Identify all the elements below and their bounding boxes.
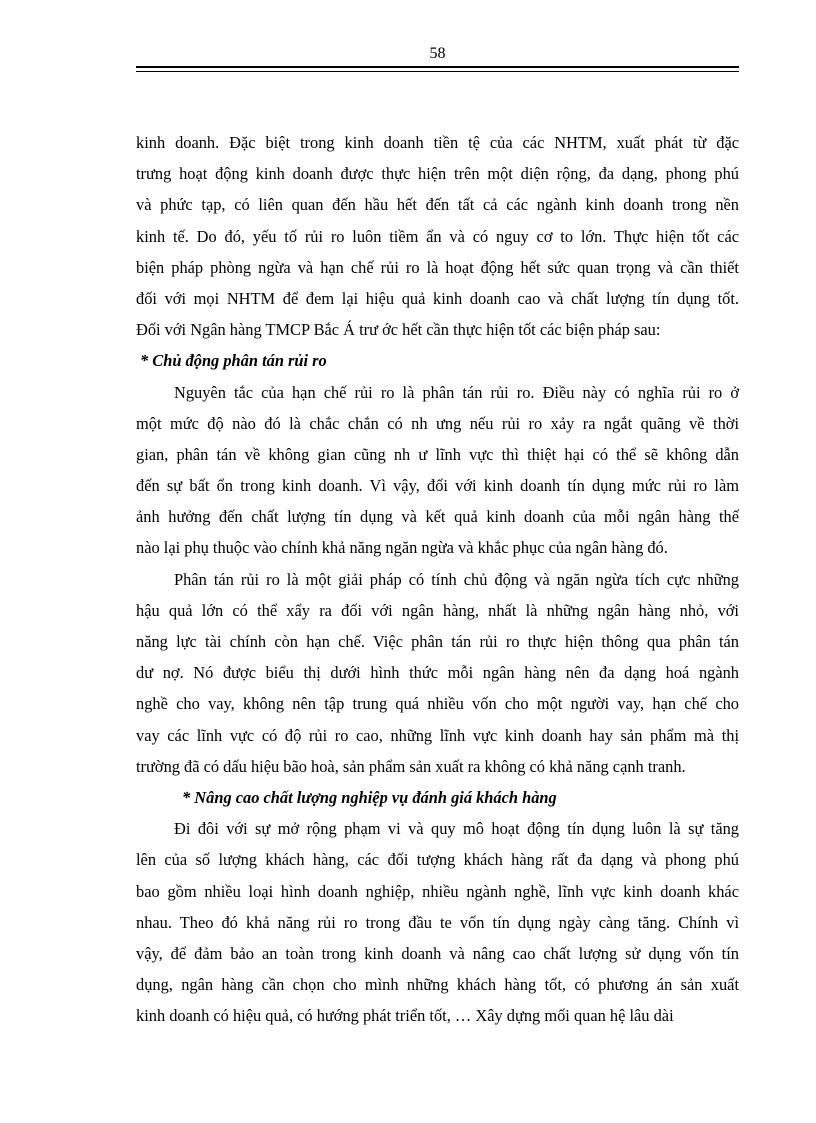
- text-line: ảnh hưởng đến chất lượng tín dụng và kết quả kinh doanh của mỗi ngân hàng thế: [136, 507, 739, 527]
- paragraph-risk-solution: [136, 564, 739, 782]
- text-line: nhau. Theo đó khả năng rủi ro trong đầu te vốn tín dụng ngày càng tăng. Chính vì: [136, 912, 739, 932]
- document-body: [136, 127, 739, 1031]
- text-line: biện pháp phòng ngừa và hạn chế rủi ro là hoạt động hết sức quan trọng và cần thiết: [136, 257, 739, 277]
- text-line: nào lại phụ thuộc vào chính khả năng ngăn ngừa và khắc phục của ngân hàng đó.: [136, 538, 668, 558]
- text-line: đối với mọi NHTM để đem lại hiệu quả kinh doanh cao và chất lượng tín dụng tốt.: [136, 288, 739, 308]
- header-rule-thick: [136, 66, 739, 68]
- text-line: trường đã có dấu hiệu bão hoà, sản phẩm sản xuất ra không có khả năng cạnh tranh.: [136, 756, 686, 776]
- page-header: [136, 44, 739, 74]
- text-line: Đối với Ngân hàng TMCP Bắc Á trư ớc hết cần thực hiện tốt các biện pháp sau:: [136, 320, 661, 340]
- text-line: gian, phân tán về không gian cũng nh ư lĩnh vực thì thiệt hại có thể sẽ không dẫn: [136, 444, 739, 464]
- text-line: vậy, để đảm bảo an toàn trong kinh doanh và nâng cao chất lượng sử dụng vốn tín: [136, 943, 739, 963]
- header-rule-thin: [136, 71, 739, 72]
- text-line: bao gồm nhiều loại hình doanh nghiệp, nhiều ngành nghề, lĩnh vực kinh doanh khác: [136, 881, 739, 901]
- paragraph-intro: [136, 127, 739, 345]
- text-line: và phức tạp, có liên quan đến hầu hết đến tất cả các ngành kinh doanh trong nền: [136, 195, 739, 215]
- text-line: năng lực tài chính còn hạn chế. Việc phân tán rủi ro thực hiện thông qua phân tán: [136, 632, 739, 651]
- text-line: kinh tế. Do đó, yếu tố rủi ro luôn tiềm ẩn và có nguy cơ to lớn. Thực hiện tốt các: [136, 226, 739, 246]
- text-line: Nguyên tắc của hạn chế rủi ro là phân tán rủi ro. Điều này có nghĩa rủi ro ở: [174, 382, 739, 402]
- section-heading-risk-diversification: * Chủ động phân tán rủi ro: [140, 351, 327, 371]
- text-line: kinh doanh. Đặc biệt trong kinh doanh tiền tệ của các NHTM, xuất phát từ đặc: [136, 133, 739, 152]
- text-line: dư nợ. Nó được biểu thị dưới hình thức mỗi ngân hàng nên đa dạng hoá ngành: [136, 663, 739, 683]
- page-number: 58: [429, 45, 446, 62]
- text-line: vay các lĩnh vực có độ rủi ro cao, những lĩnh vực kinh doanh hay sản phẩm mà thị: [136, 725, 739, 745]
- text-line: nghề cho vay, không nên tập trung quá nhiều vốn cho một người vay, hạn chế cho: [136, 694, 739, 714]
- text-line: lên của số lượng khách hàng, các đối tượng khách hàng rất đa dạng và phong phú: [136, 850, 739, 870]
- paragraph-customer-evaluation: [136, 813, 739, 1031]
- section-heading-customer-evaluation: * Nâng cao chất lượng nghiệp vụ đánh giá khách hàng: [182, 787, 557, 807]
- text-line: trưng hoạt động kinh doanh được thực hiện trên một diện rộng, đa dạng, phong phú: [136, 164, 739, 184]
- text-line: Phân tán rủi ro là một giải pháp có tính chủ động và ngăn ngừa tích cực những: [174, 569, 739, 589]
- text-line: hậu quả lớn có thể xẩy ra đối với ngân hàng, nhất là những ngân hàng nhỏ, với: [136, 600, 739, 620]
- text-line: đến sự bất ổn trong kinh doanh. Vì vậy, đối với kinh doanh tín dụng mức rủi ro làm: [136, 476, 739, 496]
- text-line: kinh doanh có hiệu quả, có hướng phát triển tốt, … Xây dựng mối quan hệ lâu dài: [136, 1006, 674, 1026]
- text-line: dụng, ngân hàng cần chọn cho mình những khách hàng tốt, có phương án sản xuất: [136, 975, 739, 995]
- paragraph-risk-principle: [136, 377, 739, 564]
- text-line: một mức độ nào đó là chắc chắn có nh ưng nếu rủi ro xảy ra ngắt quãng về thời: [136, 413, 739, 433]
- text-line: Đi đôi với sự mở rộng phạm vi và quy mô hoạt động tín dụng luôn là sự tăng: [174, 819, 739, 839]
